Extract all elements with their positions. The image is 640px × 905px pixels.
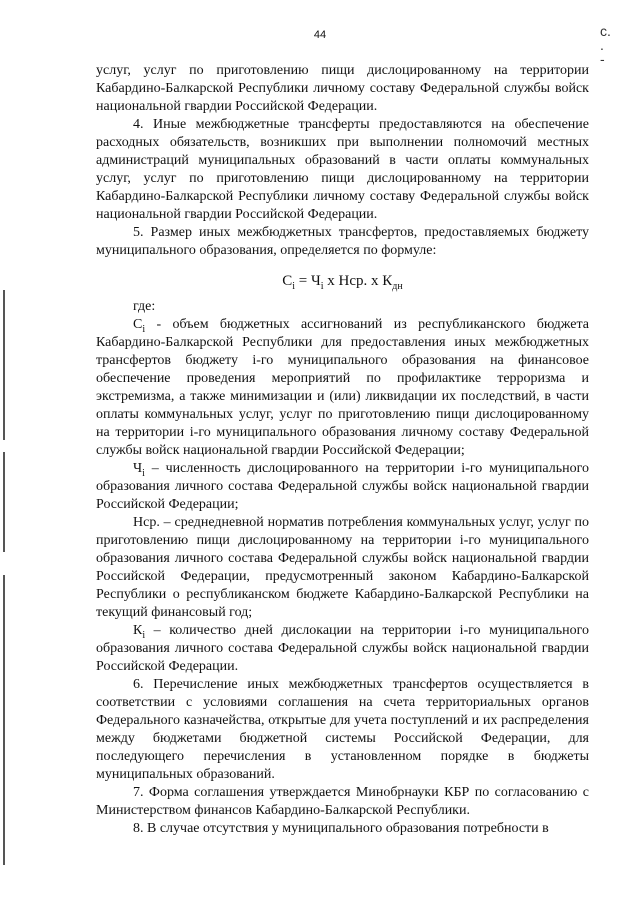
def-text: – численность дислоцированного на территории i-го муниципального образования личного состава Федеральной службы войск национальной гвардии Российской Федерации; (96, 461, 589, 512)
paragraph-8: 8. В случае отсутствия у муниципального образования потребности в (133, 821, 549, 836)
paragraph-6: 6. Перечисление иных межбюджетных трансфертов осуществляется в соответствии с условиями соглашения на счета территориальных органов Федерального казначейства, открытые для учета поступлений и их распределения между бюджетами бюджетной системы Российской Федерации, для последующего перечисления в установленном порядке в бюджеты муниципальных образований. (96, 677, 589, 782)
paragraph-5: 5. Размер иных межбюджетных трансфертов, предоставляемых бюджету муниципального образования, определяется по формуле: (96, 225, 589, 258)
paragraph-continued: услуг, услуг по приготовлению пищи дислоцированному на территории Кабардино-Балкарской Республики личному составу Федеральной службы войск национальной гвардии Российской Федерации. (96, 63, 589, 114)
formula-ch-sub: i (320, 281, 324, 292)
definition-chi (96, 460, 589, 514)
def-text: – среднедневной норматив потребления коммунальных услуг, услуг по приготовлению пищи дислоцированному на территории i-го муниципального образования личного состава Федеральной службы войск национальной гвардии Российской Федерации, предусмотренный законом Кабардино-Балкарской Республики о республиканском бюджете Кабардино-Балкарской Республики на текущий финансовый год; (96, 515, 589, 620)
definition-ki (96, 622, 589, 676)
def-symbol: К (133, 623, 143, 638)
formula (96, 272, 589, 290)
page-number: 44 (313, 29, 327, 41)
def-subscript: i (142, 629, 146, 641)
margin-line-top (3, 290, 5, 440)
def-symbol: Нср. (133, 515, 160, 530)
formula-ch: Ч (311, 273, 321, 289)
formula-k: К (382, 273, 393, 289)
def-subscript: i (142, 323, 146, 335)
def-text: – количество дней дислокации на территории i-го муниципального образования личного состава Федеральной службы войск национальной гвардии Российской Федерации. (96, 623, 589, 674)
def-symbol: C (133, 317, 143, 332)
paragraph-7: 7. Форма соглашения утверждается Минобрнауки КБР по согласованию с Министерством финансов Кабардино-Балкарской Республики. (96, 785, 589, 818)
definition-ci (96, 316, 589, 460)
corner-mark: c. . - (600, 23, 611, 67)
document-body (96, 62, 589, 838)
definition-nsr (96, 514, 589, 622)
def-symbol: Ч (133, 461, 143, 476)
margin-line-bottom (3, 575, 5, 865)
margin-line-middle (3, 452, 5, 552)
formula-eq: = (295, 273, 311, 289)
formula-k-sub: дн (392, 281, 403, 292)
def-text: - объем бюджетных ассигнований из республиканского бюджета Кабардино-Балкарской Республики для предоставления иных межбюджетных трансфертов бюджету i-го муниципального образования на финансовое обеспечение проведения мероприятий по профилактике терроризма и экстремизма, а также минимизации и (или) ликвидации их последствий, в части оплаты коммунальных услуг, услуг по приготовлению пищи дислоцированному на территории i-го муниципального образования личному составу Федеральной службы войск национальной гвардии Российской Федерации; (96, 317, 589, 458)
def-subscript: i (142, 467, 145, 479)
where-label: где: (133, 299, 156, 314)
formula-c: C (282, 273, 293, 289)
paragraph-4: 4. Иные межбюджетные трансферты предоставляются на обеспечение расходных обязательств, возникших при выполнении полномочий местных администраций муниципальных образований в части оплаты коммунальных услуг, услуг по приготовлению пищи дислоцированному на территории Кабардино-Балкарской Республики личному составу Федеральной службы войск национальной гвардии Российской Федерации. (96, 117, 589, 222)
formula-c-sub: i (292, 281, 296, 292)
formula-mult: x Нср. x (323, 273, 383, 289)
